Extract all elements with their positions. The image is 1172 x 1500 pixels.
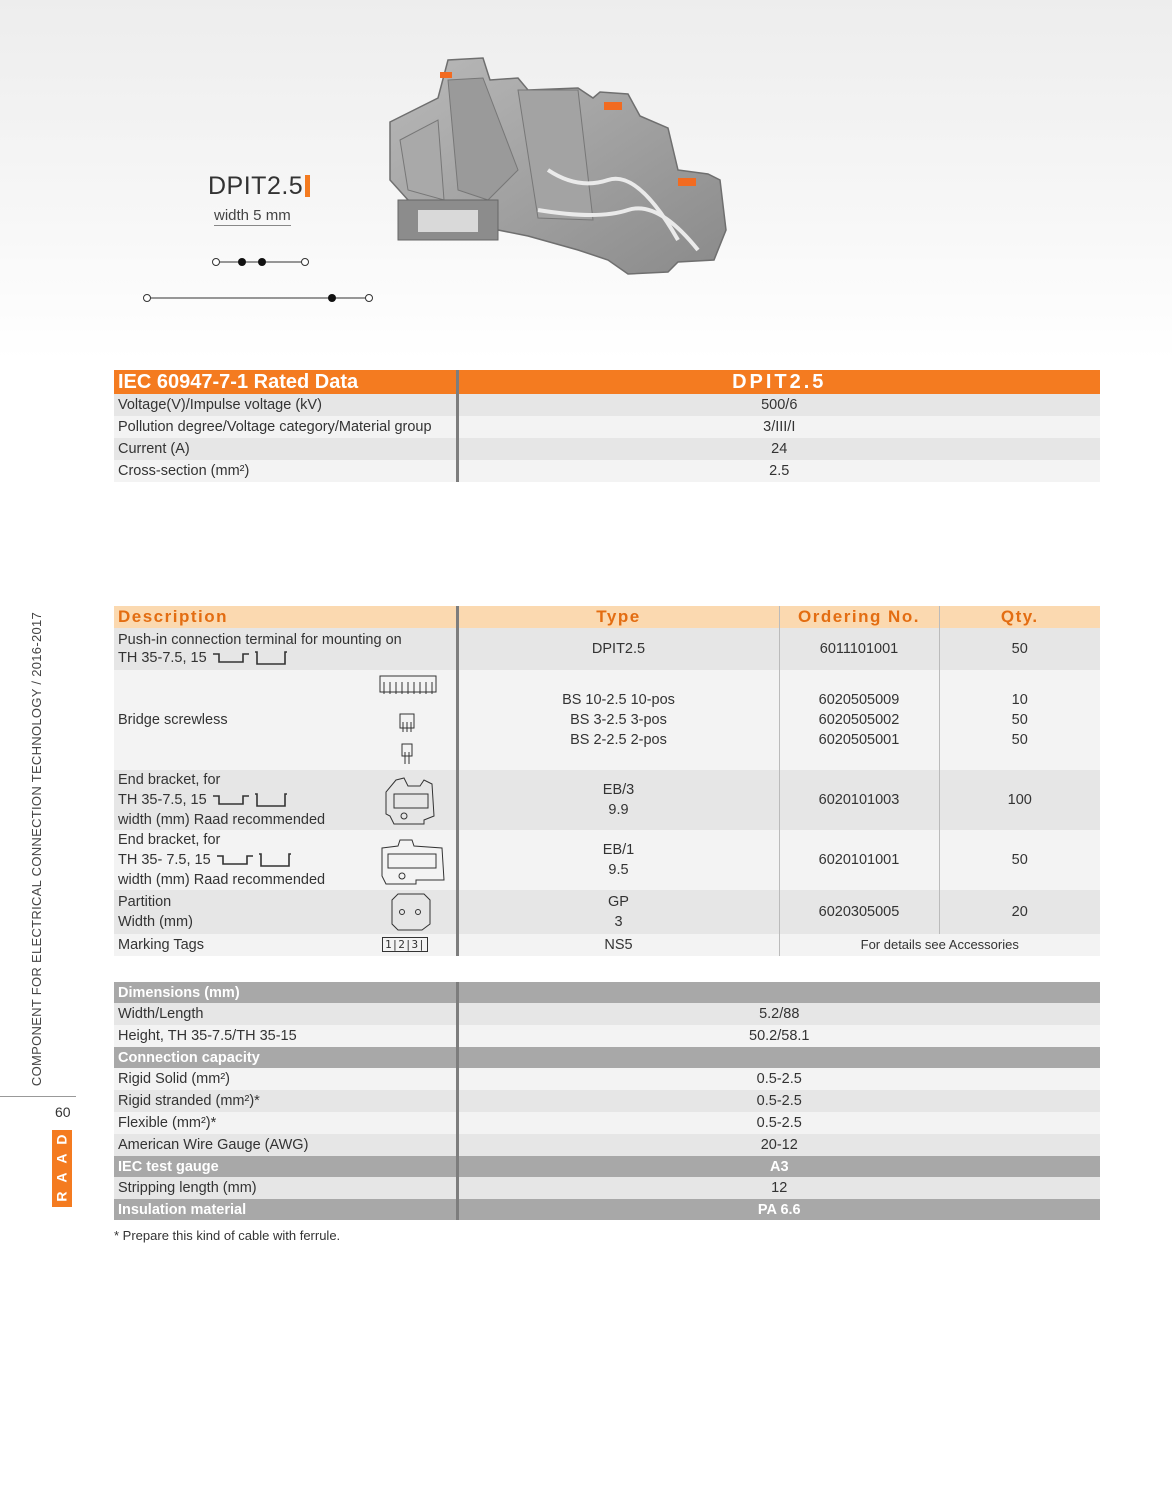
terminal-block-image xyxy=(378,50,748,280)
row-qty xyxy=(939,670,1100,770)
table-row xyxy=(114,770,1100,830)
header-ordering-no: Ordering No. xyxy=(779,606,939,628)
row-ordering-no: 6020101001 xyxy=(779,830,939,890)
type-line: BS 2-2.5 2-pos xyxy=(570,732,667,748)
rated-header-row xyxy=(114,370,1100,394)
logo-letter: D xyxy=(53,1134,70,1145)
table-row xyxy=(114,416,1100,438)
rated-header-right: DPIT2.5 xyxy=(457,370,1100,394)
table-row xyxy=(114,1003,1100,1025)
row-qty: 50 xyxy=(939,628,1100,670)
type-line: EB/3 xyxy=(602,782,635,798)
row-type xyxy=(457,890,779,934)
logo-letter: A xyxy=(53,1172,70,1183)
row-label: American Wire Gauge (AWG) xyxy=(114,1134,457,1156)
row-qty: 100 xyxy=(939,770,1100,830)
row-type xyxy=(457,770,779,830)
section-row-test-gauge xyxy=(114,1156,1100,1177)
ordering-line: 6020505001 xyxy=(818,732,900,748)
partition-icon xyxy=(384,892,436,932)
type-line: GP xyxy=(608,894,629,910)
section-value: A3 xyxy=(457,1156,1100,1177)
page-number: 60 xyxy=(55,1104,71,1120)
section-label: Insulation material xyxy=(114,1199,457,1220)
row-value: 2.5 xyxy=(457,460,1100,482)
row-value: 24 xyxy=(457,438,1100,460)
desc-line: End bracket, for xyxy=(118,832,221,848)
section-label: IEC test gauge xyxy=(114,1156,457,1177)
raad-logo xyxy=(52,1130,72,1207)
din-rail-icon xyxy=(211,792,289,808)
row-ordering-no xyxy=(779,670,939,770)
desc-line: width (mm) Raad recommended xyxy=(118,872,326,888)
end-bracket-icon xyxy=(380,776,440,826)
bridge-icon xyxy=(376,674,440,768)
row-type: DPIT2.5 xyxy=(457,628,779,670)
row-label: Height, TH 35-7.5/TH 35-15 xyxy=(114,1025,457,1047)
row-value: 5.2/88 xyxy=(457,1003,1100,1025)
row-description xyxy=(114,670,457,770)
dimensions-table xyxy=(114,982,1100,1220)
desc-line: TH 35-7.5, 15 xyxy=(118,792,207,808)
row-value: 50.2/58.1 xyxy=(457,1025,1100,1047)
table-row xyxy=(114,628,1100,670)
table-row xyxy=(114,460,1100,482)
footnote: * Prepare this kind of cable with ferrule. xyxy=(114,1228,341,1243)
type-line: 3 xyxy=(614,914,623,930)
section-label: Dimensions (mm) xyxy=(114,982,457,1003)
row-description xyxy=(114,890,457,934)
qty-line: 50 xyxy=(1011,712,1028,728)
accent-bar xyxy=(305,175,310,197)
section-value xyxy=(457,982,1100,1003)
row-type: NS5 xyxy=(457,934,779,956)
type-line: BS 10-2.5 10-pos xyxy=(562,692,675,708)
desc-line: Marking Tags xyxy=(118,937,204,953)
row-value: 0.5-2.5 xyxy=(457,1068,1100,1090)
section-row-insulation xyxy=(114,1199,1100,1220)
din-rail-icon xyxy=(215,852,293,868)
row-value: 20-12 xyxy=(457,1134,1100,1156)
header-qty: Qty. xyxy=(939,606,1100,628)
row-description xyxy=(114,770,457,830)
table-row xyxy=(114,1134,1100,1156)
row-label: Rigid Solid (mm²) xyxy=(114,1068,457,1090)
circuit-symbol-short xyxy=(208,254,312,270)
row-qty: 50 xyxy=(939,830,1100,890)
row-value: 0.5-2.5 xyxy=(457,1112,1100,1134)
section-label: Connection capacity xyxy=(114,1047,457,1068)
section-row-connection xyxy=(114,1047,1100,1068)
section-value xyxy=(457,1047,1100,1068)
row-label: Current (A) xyxy=(114,438,457,460)
row-description xyxy=(114,628,457,670)
ordering-header-row xyxy=(114,606,1100,628)
table-row xyxy=(114,830,1100,890)
type-line: 9.5 xyxy=(608,862,629,878)
row-ordering-no: 6020305005 xyxy=(779,890,939,934)
product-title: DPIT2.5 xyxy=(208,172,310,201)
row-type xyxy=(457,670,779,770)
desc-line: TH 35- 7.5, 15 xyxy=(118,852,211,868)
qty-line: 50 xyxy=(1011,732,1028,748)
row-label: Width/Length xyxy=(114,1003,457,1025)
section-row-dimensions xyxy=(114,982,1100,1003)
table-row xyxy=(114,670,1100,770)
table-row xyxy=(114,1177,1100,1199)
row-value: 3/III/I xyxy=(457,416,1100,438)
table-row xyxy=(114,890,1100,934)
desc-line: width (mm) Raad recommended xyxy=(118,812,326,828)
desc-line: End bracket, for xyxy=(118,772,221,788)
row-value: 12 xyxy=(457,1177,1100,1199)
accessories-note: For details see Accessories xyxy=(779,934,1100,956)
marking-tags-icon: 1|2|3| xyxy=(382,937,428,952)
logo-letter: A xyxy=(53,1153,70,1164)
row-ordering-no: 6020101003 xyxy=(779,770,939,830)
type-line: EB/1 xyxy=(602,842,635,858)
row-type xyxy=(457,830,779,890)
header-description: Description xyxy=(114,606,457,628)
table-row xyxy=(114,934,1100,956)
row-label: Pollution degree/Voltage category/Material group xyxy=(114,416,457,438)
rated-data-table xyxy=(114,370,1100,482)
desc-line: Partition xyxy=(118,894,172,910)
row-description xyxy=(114,934,457,956)
row-qty: 20 xyxy=(939,890,1100,934)
row-ordering-no: 6011101001 xyxy=(779,628,939,670)
ordering-line: 6020505002 xyxy=(818,712,900,728)
sidebar-title: COMPONENT FOR ELECTRICAL CONNECTION TECHNOLOGY / 2016-2017 xyxy=(29,611,44,1087)
section-value: PA 6.6 xyxy=(457,1199,1100,1220)
row-description xyxy=(114,830,457,890)
page-divider xyxy=(0,1096,76,1097)
logo-letter: R xyxy=(53,1191,70,1202)
table-row xyxy=(114,1068,1100,1090)
table-row xyxy=(114,1025,1100,1047)
table-row xyxy=(114,394,1100,416)
header-type: Type xyxy=(457,606,779,628)
row-value: 500/6 xyxy=(457,394,1100,416)
end-bracket-icon xyxy=(376,836,448,886)
desc-line-with-rail xyxy=(118,649,452,667)
type-line: BS 3-2.5 3-pos xyxy=(570,712,667,728)
row-label: Cross-section (mm²) xyxy=(114,460,457,482)
table-row xyxy=(114,438,1100,460)
din-rail-icon xyxy=(211,650,289,666)
desc-line: Push-in connection terminal for mounting on xyxy=(118,632,402,648)
table-row xyxy=(114,1090,1100,1112)
row-label: Voltage(V)/Impulse voltage (kV) xyxy=(114,394,457,416)
table-row xyxy=(114,1112,1100,1134)
ordering-table xyxy=(114,606,1100,956)
rated-header-left: IEC 60947-7-1 Rated Data xyxy=(114,370,457,394)
row-label: Stripping length (mm) xyxy=(114,1177,457,1199)
desc-line: Width (mm) xyxy=(118,914,193,930)
row-label: Rigid stranded (mm²)* xyxy=(114,1090,457,1112)
qty-line: 10 xyxy=(1011,692,1028,708)
row-value: 0.5-2.5 xyxy=(457,1090,1100,1112)
desc-line: Bridge screwless xyxy=(118,712,228,728)
ordering-line: 6020505009 xyxy=(818,692,900,708)
product-width-label: width 5 mm xyxy=(214,207,291,224)
row-label: Flexible (mm²)* xyxy=(114,1112,457,1134)
desc-line: TH 35-7.5, 15 xyxy=(118,650,207,666)
type-line: 9.9 xyxy=(608,802,629,818)
circuit-symbol-long xyxy=(138,290,378,306)
